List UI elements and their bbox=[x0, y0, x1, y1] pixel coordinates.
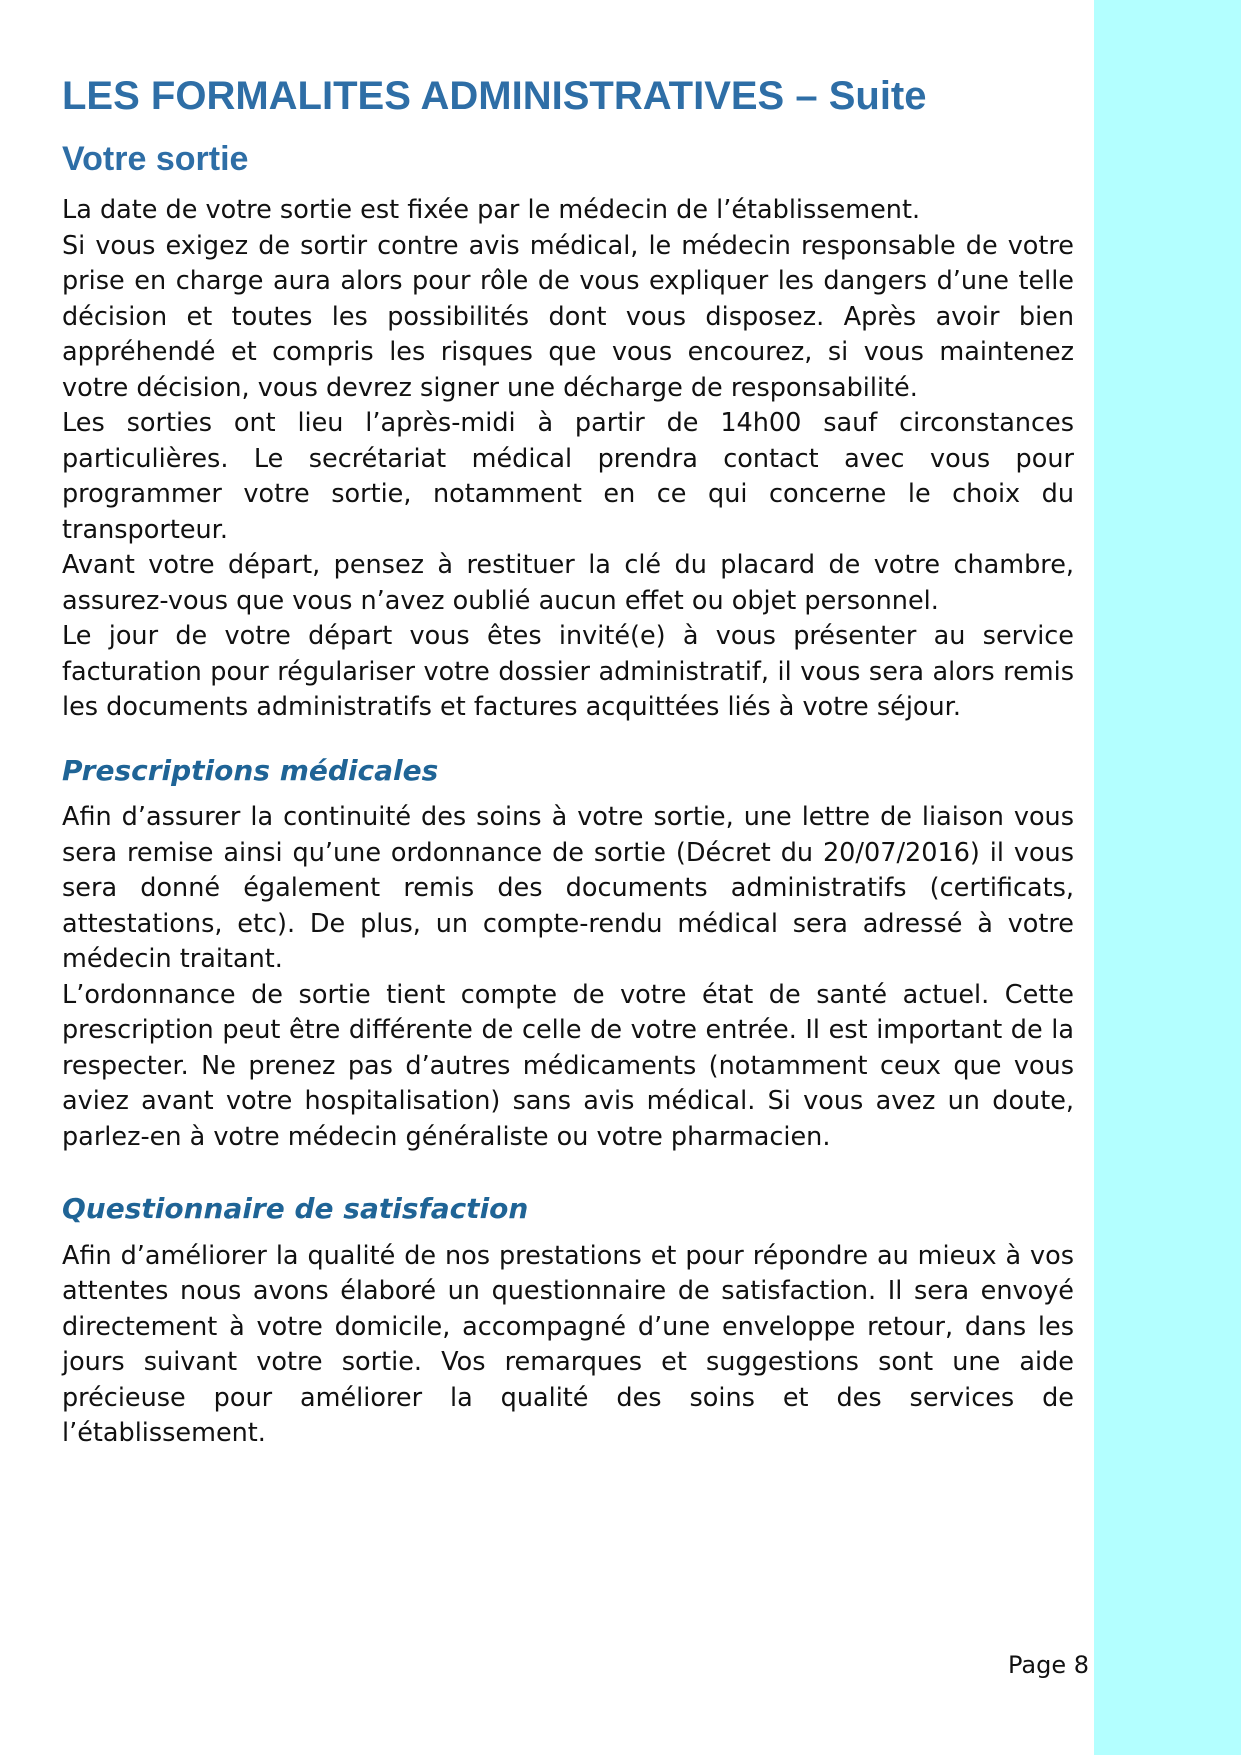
spacer bbox=[62, 181, 1074, 193]
spacer bbox=[62, 1227, 1074, 1239]
spacer bbox=[62, 788, 1074, 800]
prescriptions-paragraph-1: Afin d’assurer la continuité des soins à votre sortie, une lettre de liaison vous sera remise ainsi qu’une ordonnance de sortie (Décret du 20/07/2016) il vous sera donné également remis des documents administratifs (certificats, attestations, etc). De plus, un compte-rendu médical sera adressé à votre médecin traitant. bbox=[62, 802, 1074, 974]
page-content bbox=[62, 70, 1074, 1452]
prescriptions-paragraph-2: L’ordonnance de sortie tient compte de votre état de santé actuel. Cette prescription peut être différente de celle de votre entrée. Il est important de la respecter. Ne prenez pas d’autres médicaments (notamment ceux que vous aviez avant votre hospitalisation) sans avis médical. Si vous avez un doute, parlez-en à votre médecin généraliste ou votre pharmacien. bbox=[62, 979, 1074, 1152]
side-color-band bbox=[1094, 0, 1241, 1755]
page-title: LES FORMALITES ADMINISTRATIVES – Suite bbox=[62, 74, 927, 118]
spacer bbox=[62, 1155, 1074, 1191]
questionnaire-paragraph-1: Afin d’améliorer la qualité de nos prestations et pour répondre au mieux à vos attentes nous avons élaboré un questionnaire de satisfaction. Il sera envoyé directement à votre domicile, accompagné d’une enveloppe retour, dans les jours suivant votre sortie. Vos remarques et suggestions sont une aide précieuse pour améliorer la qualité des soins et des services de l’établissement. bbox=[62, 1240, 1074, 1448]
section-title-questionnaire: Questionnaire de satisfaction bbox=[62, 1192, 529, 1225]
sortie-paragraph-4: Avant votre départ, pensez à restituer la clé du placard de votre chambre, assurez-vous que vous n’avez oublié aucun effet ou objet personnel. bbox=[62, 550, 1074, 616]
sortie-paragraph-2: Si vous exigez de sortir contre avis médical, le médecin responsable de votre prise en charge aura alors pour rôle de vous expliquer les dangers d’une telle décision et toutes les possibilités dont vous disposez. Après avoir bien appréhendé et compris les risques que vous encourez, si vous maintenez votre décision, vous devrez signer une décharge de responsabilité. bbox=[62, 230, 1074, 403]
sortie-paragraph-3: Les sorties ont lieu l’après-midi à partir de 14h00 sauf circonstances particulières. Le secrétariat médical prendra contact avec vous pour programmer votre sortie, notamment en ce qui concerne le choix du transporteur. bbox=[62, 408, 1074, 545]
section-title-prescriptions: Prescriptions médicales bbox=[62, 753, 439, 787]
section-title-votre-sortie: Votre sortie bbox=[62, 140, 249, 178]
sortie-paragraph-5: Le jour de votre départ vous êtes invité(e) à vous présenter au service facturation pour régulariser votre dossier administratif, il vous sera alors remis les documents administratifs et factures acquittées liés à votre séjour. bbox=[62, 621, 1074, 722]
page-number: Page 8 bbox=[1008, 1651, 1089, 1679]
spacer bbox=[62, 726, 1074, 753]
sortie-paragraph-1: La date de votre sortie est fixée par le médecin de l’établissement. bbox=[62, 195, 921, 225]
